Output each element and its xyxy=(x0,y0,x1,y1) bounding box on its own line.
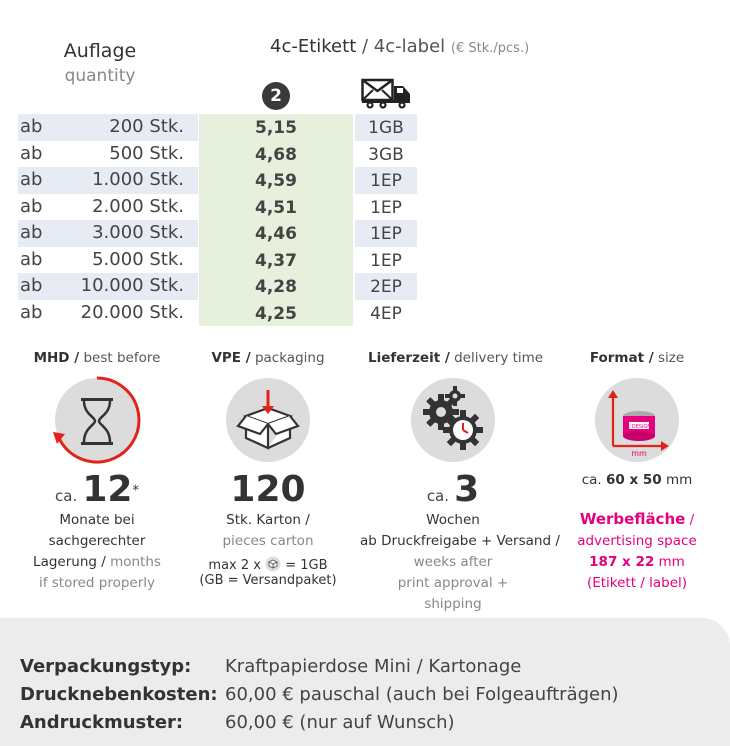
row-quantity: 3.000 Stk. xyxy=(92,222,184,243)
row-prefix: ab xyxy=(20,275,43,296)
row-price: 5,15 xyxy=(255,118,297,138)
row-prefix: ab xyxy=(20,116,43,137)
mhd-value: 12 xyxy=(82,469,133,510)
mhd-column xyxy=(12,350,182,594)
row-prefix: ab xyxy=(20,248,43,270)
quantity-header xyxy=(20,38,180,88)
mhd-line1: Monate bei xyxy=(59,512,135,528)
delivery-heading: Lieferzeit / delivery time xyxy=(368,350,544,366)
row-quantity: 5.000 Stk. xyxy=(92,248,184,270)
icon-mm-text: mm xyxy=(631,449,647,458)
hourglass-icon xyxy=(55,378,139,462)
delivery-ca: ca. xyxy=(426,487,450,505)
small-box-icon xyxy=(265,556,281,572)
box-icon xyxy=(226,378,310,462)
row-shipping: 4EP xyxy=(370,303,402,324)
row-quantity: 1.000 Stk. xyxy=(92,169,184,190)
vpe-line2: pieces carton xyxy=(222,533,314,549)
delivery-column xyxy=(360,350,560,615)
icon-label-text: 1 DESIGN xyxy=(626,424,652,430)
row-quantity: 500 Stk. xyxy=(109,142,184,164)
label-can-dimension-icon xyxy=(595,378,679,462)
row-shipping: 3GB xyxy=(368,144,404,165)
vpe-gb-note: (GB = Versandpaket) xyxy=(199,573,337,588)
label-header-unit: (€ Stk./pcs.) xyxy=(450,41,530,56)
envelope-truck-icon xyxy=(361,78,413,110)
format-heading: Format / size xyxy=(589,350,685,366)
row-quantity: 10.000 Stk. xyxy=(80,275,184,296)
row-price: 4,59 xyxy=(255,171,297,191)
row-prefix: ab xyxy=(20,169,43,190)
row-prefix: ab xyxy=(20,301,43,323)
table-row xyxy=(18,273,418,300)
delivery-line2: ab Druckfreigabe + Versand / xyxy=(360,533,560,549)
mhd-line4: if stored properly xyxy=(38,575,156,591)
mhd-line2: sachgerechter xyxy=(48,533,146,549)
table-row xyxy=(18,114,418,141)
detail-value: 60,00 € pauschal (auch bei Folgeaufträgen) xyxy=(225,684,619,705)
vpe-line1: Stk. Karton / xyxy=(226,512,310,528)
row-quantity: 20.000 Stk. xyxy=(80,301,184,323)
table-row xyxy=(18,141,418,168)
row-quantity: 2.000 Stk. xyxy=(92,195,184,217)
format-column xyxy=(552,350,722,594)
label-header xyxy=(270,36,529,57)
row-shipping: 1EP xyxy=(370,197,402,218)
detail-value: Kraftpapierdose Mini / Kartonage xyxy=(225,656,522,677)
row-shipping: 1GB xyxy=(368,118,404,138)
mhd-ca: ca. xyxy=(55,487,78,505)
row-price: 4,68 xyxy=(255,144,297,165)
format-size: ca. 60 x 50 mm xyxy=(581,472,693,488)
table-row xyxy=(18,220,418,247)
quantity-header-en: quantity xyxy=(64,66,136,86)
label-header-separator: / xyxy=(361,36,369,57)
label-header-en: 4c-label xyxy=(373,36,446,57)
row-shipping: 1EP xyxy=(370,171,402,191)
delivery-value: 3 xyxy=(454,469,480,510)
vpe-column xyxy=(183,350,353,588)
table-row xyxy=(18,300,418,327)
gears-clock-icon xyxy=(411,378,495,462)
vpe-max: max 2 x = 1GB xyxy=(208,558,328,573)
label-header-de: 4c-Etikett xyxy=(270,36,357,57)
price-table xyxy=(18,114,418,326)
vpe-heading: VPE / packaging xyxy=(211,350,325,366)
detail-key: Drucknebenkosten: xyxy=(20,684,218,705)
mhd-line3: Lagerung / months xyxy=(33,554,161,570)
ad-space-note: (Etikett / label) xyxy=(586,575,688,591)
circled-number-2-icon: 2 xyxy=(262,82,290,110)
row-price: 4,46 xyxy=(255,224,297,244)
row-price: 4,28 xyxy=(255,277,297,297)
table-row xyxy=(18,247,418,274)
delivery-line3: weeks after xyxy=(413,554,493,570)
row-price: 4,51 xyxy=(255,197,297,218)
table-row xyxy=(18,167,418,194)
table-row xyxy=(18,194,418,221)
delivery-line1: Wochen xyxy=(426,512,480,528)
mhd-heading: MHD / best before xyxy=(33,350,161,366)
mhd-asterisk: * xyxy=(132,483,139,499)
vpe-value: 120 xyxy=(230,469,306,510)
row-shipping: 2EP xyxy=(370,277,402,297)
detail-value: 60,00 € (nur auf Wunsch) xyxy=(225,712,455,733)
row-quantity: 200 Stk. xyxy=(109,116,184,137)
row-price: 4,25 xyxy=(255,303,297,324)
details-panel xyxy=(0,618,730,746)
row-prefix: ab xyxy=(20,195,43,217)
ad-space-heading: Werbefläche / xyxy=(579,510,695,528)
quantity-header-de: Auflage xyxy=(63,40,137,62)
row-shipping: 1EP xyxy=(370,250,402,271)
row-prefix: ab xyxy=(20,222,43,243)
ad-space-size: 187 x 22 mm xyxy=(589,554,685,570)
delivery-line4: print approval + shipping xyxy=(397,575,509,612)
detail-key: Andruckmuster: xyxy=(20,712,184,733)
detail-key: Verpackungstyp: xyxy=(20,656,192,677)
ad-space-en: advertising space xyxy=(577,533,697,549)
row-price: 4,37 xyxy=(255,250,297,271)
row-shipping: 1EP xyxy=(370,224,402,244)
row-prefix: ab xyxy=(20,142,43,164)
